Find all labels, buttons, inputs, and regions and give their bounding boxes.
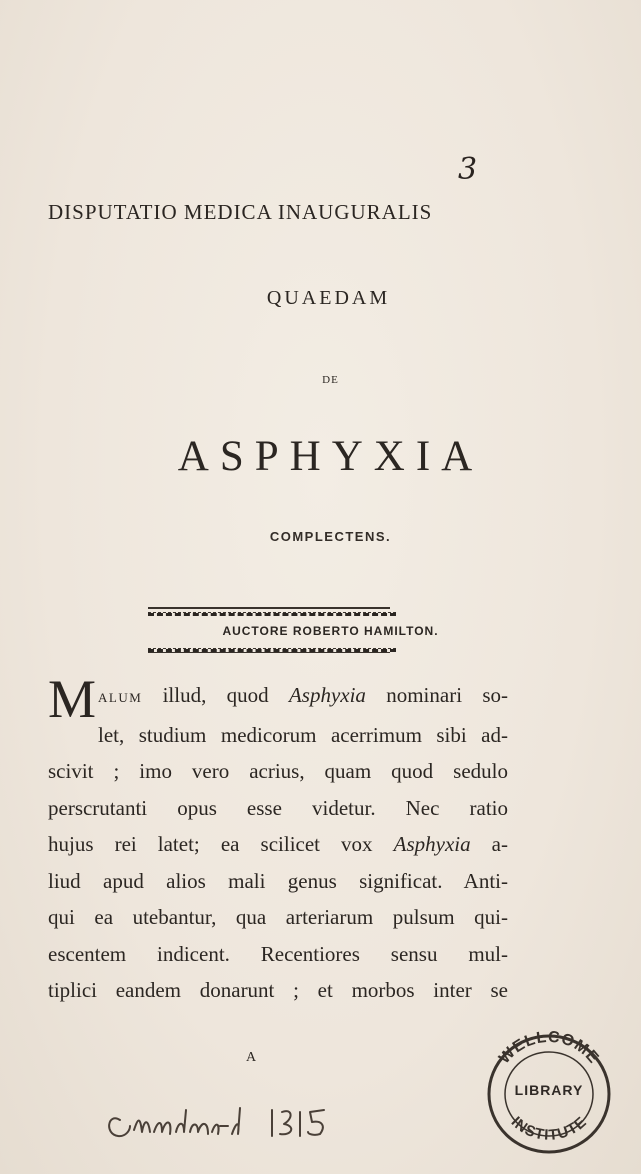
- body-line: scivit ; imo vero acrius, quam quod sedulo: [48, 759, 508, 783]
- title-line-2: QUAEDAM: [266, 287, 391, 309]
- author-line: AUCTORE ROBERTO HAMILTON.: [222, 624, 439, 638]
- body-line: qui ea utebantur, qua arteriarum pulsum qui-: [48, 905, 508, 929]
- body-line: let, studium medicorum acerrimum sibi ad-: [98, 722, 508, 747]
- body-italic-term: Asphyxia: [393, 832, 471, 856]
- body-line: [48, 826, 508, 863]
- title-line-1: DISPUTATIO MEDICA INAUGURALIS: [48, 200, 433, 224]
- body-line: escentem indicent. Recentiores sensu mul-: [48, 941, 508, 966]
- divider-rule: [148, 612, 396, 616]
- body-line: liud apud alios mali genus significat. Anti-: [48, 868, 508, 893]
- title-line-5: COMPLECTENS.: [269, 529, 392, 544]
- title-line-3: DE: [322, 374, 339, 386]
- svg-text:INSTITUTE: [508, 1113, 591, 1144]
- body-italic-term: Asphyxia: [288, 683, 366, 707]
- body-text-span: a-: [470, 832, 508, 856]
- stamp-top-text: WELLCOME: [495, 1028, 603, 1068]
- divider-rule: [148, 607, 390, 609]
- stamp-bottom-text: INSTITUTE: [507, 1113, 591, 1144]
- body-text-span: illud, quod: [142, 683, 289, 707]
- signature-mark: A: [246, 1050, 257, 1065]
- body-paragraph: [48, 669, 508, 1009]
- body-smallcaps: ALUM: [98, 690, 143, 705]
- body-line: tiplici eandem donarunt ; et morbos inter se: [48, 978, 508, 1002]
- title-main-word: ASPHYXIA: [177, 433, 484, 480]
- handwritten-note: [100, 1090, 370, 1150]
- divider-rule: [148, 652, 390, 653]
- body-line: perscrutanti opus esse videtur. Nec ratio: [48, 795, 508, 820]
- body-text-span: nominari so-: [365, 683, 508, 707]
- body-text-span: hujus rei latet; ea scilicet vox: [48, 832, 394, 856]
- page-number-mark: 3: [458, 152, 478, 187]
- body-line: [48, 669, 508, 729]
- stamp-center-text: LIBRARY: [514, 1082, 584, 1098]
- drop-cap: M: [48, 669, 97, 729]
